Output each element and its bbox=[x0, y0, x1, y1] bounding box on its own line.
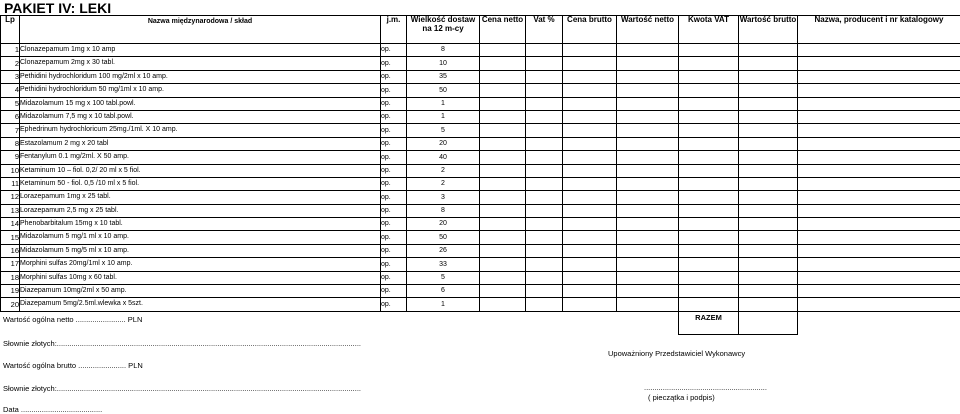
row-qty: 1 bbox=[407, 110, 480, 123]
table-row bbox=[1, 218, 960, 231]
row-value-net bbox=[617, 298, 679, 311]
table-row bbox=[1, 137, 960, 150]
row-qty: 26 bbox=[407, 244, 480, 257]
row-qty: 8 bbox=[407, 204, 480, 217]
row-value-gross bbox=[739, 84, 798, 97]
row-vat-amount bbox=[679, 285, 739, 298]
row-vat-amount bbox=[679, 110, 739, 123]
row-value-net bbox=[617, 258, 679, 271]
page-title: PAKIET IV: LEKI bbox=[4, 0, 112, 16]
row-price-gross bbox=[563, 218, 617, 231]
row-name bbox=[20, 137, 381, 150]
row-value-gross bbox=[739, 271, 798, 284]
total-net-line: Wartość ogólna netto ........................ PLN bbox=[3, 315, 143, 324]
row-value-gross bbox=[739, 137, 798, 150]
row-qty: 50 bbox=[407, 84, 480, 97]
table-row bbox=[1, 231, 960, 244]
row-price-net bbox=[480, 231, 526, 244]
row-name-text: Lorazepamum 2,5 mg x 25 tabl. bbox=[20, 206, 119, 214]
row-qty: 50 bbox=[407, 231, 480, 244]
row-price-gross bbox=[563, 70, 617, 83]
row-producer bbox=[798, 204, 960, 217]
row-lp: 8 bbox=[1, 137, 20, 150]
row-name-text: Diazepamum 10mg/2ml x 50 amp. bbox=[20, 287, 127, 295]
table-row bbox=[1, 191, 960, 204]
row-vat bbox=[526, 244, 563, 257]
row-price-net bbox=[480, 177, 526, 190]
row-vat-amount bbox=[679, 258, 739, 271]
row-price-gross bbox=[563, 191, 617, 204]
table-row bbox=[1, 97, 960, 110]
row-value-gross bbox=[739, 231, 798, 244]
row-value-net bbox=[617, 164, 679, 177]
row-qty: 1 bbox=[407, 298, 480, 311]
row-name-text: Midazolamum 15 mg x 100 tabl.powl. bbox=[20, 99, 136, 107]
row-qty: 10 bbox=[407, 57, 480, 70]
row-vat bbox=[526, 231, 563, 244]
row-lp: 3 bbox=[1, 70, 20, 83]
row-value-net bbox=[617, 124, 679, 137]
header-row bbox=[1, 16, 960, 44]
row-lp: 17 bbox=[1, 258, 20, 271]
header-lp: Lp bbox=[1, 16, 20, 44]
row-vat bbox=[526, 271, 563, 284]
row-price-net bbox=[480, 244, 526, 257]
row-price-net bbox=[480, 204, 526, 217]
row-price-gross bbox=[563, 57, 617, 70]
table-row bbox=[1, 298, 960, 311]
row-unit: op. bbox=[381, 271, 407, 284]
row-price-net bbox=[480, 97, 526, 110]
row-price-gross bbox=[563, 285, 617, 298]
row-price-gross bbox=[563, 44, 617, 57]
row-vat-amount bbox=[679, 137, 739, 150]
row-producer bbox=[798, 44, 960, 57]
total-gross-line: Wartość ogólna brutto ....................... PLN bbox=[3, 361, 143, 370]
row-price-net bbox=[480, 298, 526, 311]
row-value-gross bbox=[739, 124, 798, 137]
row-price-gross bbox=[563, 124, 617, 137]
row-value-gross bbox=[739, 177, 798, 190]
row-unit: op. bbox=[381, 218, 407, 231]
row-name bbox=[20, 231, 381, 244]
row-value-net bbox=[617, 177, 679, 190]
row-name bbox=[20, 191, 381, 204]
authorized-representative: Upoważniony Przedstawiciel Wykonawcy bbox=[608, 349, 746, 358]
row-vat-amount bbox=[679, 204, 739, 217]
row-qty: 33 bbox=[407, 258, 480, 271]
row-value-net bbox=[617, 151, 679, 164]
row-value-gross bbox=[739, 97, 798, 110]
row-name bbox=[20, 44, 381, 57]
row-unit: op. bbox=[381, 298, 407, 311]
row-name-text: Morphini sulfas 10mg x 60 tabl. bbox=[20, 273, 117, 281]
row-value-gross bbox=[739, 244, 798, 257]
row-price-gross bbox=[563, 298, 617, 311]
row-producer bbox=[798, 258, 960, 271]
row-value-gross bbox=[739, 57, 798, 70]
row-price-gross bbox=[563, 177, 617, 190]
in-words-line-1: Słownie złotych:.................................................................................................................................................. bbox=[3, 339, 362, 348]
row-producer bbox=[798, 191, 960, 204]
row-name-text: Ketaminum 50 - fiol. 0,5 /10 ml x 5 fiol. bbox=[20, 179, 140, 187]
row-vat-amount bbox=[679, 97, 739, 110]
row-qty: 5 bbox=[407, 124, 480, 137]
row-lp: 14 bbox=[1, 218, 20, 231]
row-producer bbox=[798, 57, 960, 70]
table-row bbox=[1, 164, 960, 177]
row-price-net bbox=[480, 191, 526, 204]
row-lp: 4 bbox=[1, 84, 20, 97]
row-vat-amount bbox=[679, 44, 739, 57]
date-line: Data ....................................... bbox=[3, 405, 103, 414]
row-name bbox=[20, 164, 381, 177]
row-price-gross bbox=[563, 151, 617, 164]
row-name-text: Lorazepamum 1mg x 25 tabl. bbox=[20, 193, 111, 201]
row-name bbox=[20, 97, 381, 110]
table-row bbox=[1, 285, 960, 298]
row-value-gross bbox=[739, 285, 798, 298]
row-value-net bbox=[617, 204, 679, 217]
row-value-net bbox=[617, 271, 679, 284]
row-unit: op. bbox=[381, 244, 407, 257]
row-vat-amount bbox=[679, 191, 739, 204]
row-unit: op. bbox=[381, 164, 407, 177]
row-lp: 20 bbox=[1, 298, 20, 311]
row-value-net bbox=[617, 110, 679, 123]
row-name bbox=[20, 298, 381, 311]
row-value-gross bbox=[739, 110, 798, 123]
stamp-signature-label: ( pieczątka i podpis) bbox=[648, 393, 715, 402]
row-value-net bbox=[617, 191, 679, 204]
row-price-net bbox=[480, 110, 526, 123]
row-unit: op. bbox=[381, 231, 407, 244]
row-price-gross bbox=[563, 84, 617, 97]
table-row bbox=[1, 70, 960, 83]
row-price-gross bbox=[563, 137, 617, 150]
row-value-gross bbox=[739, 204, 798, 217]
header-name: Nazwa międzynarodowa / skład bbox=[20, 16, 381, 44]
row-name bbox=[20, 70, 381, 83]
row-qty: 20 bbox=[407, 137, 480, 150]
row-vat bbox=[526, 204, 563, 217]
row-name-text: Clonazepamum 1mg x 10 amp bbox=[20, 46, 116, 53]
header-value-gross: Wartość brutto bbox=[739, 16, 798, 44]
row-vat-amount bbox=[679, 84, 739, 97]
row-name-text: Clonazepamum 2mg x 30 tabl. bbox=[20, 59, 115, 67]
row-vat-amount bbox=[679, 164, 739, 177]
table-row bbox=[1, 124, 960, 137]
header-vat-amount: Kwota VAT bbox=[679, 16, 739, 44]
row-price-net bbox=[480, 137, 526, 150]
row-name-text: Ketaminum 10 – fiol. 0,2/ 20 ml x 5 fiol. bbox=[20, 166, 141, 174]
row-name-text: Pethidini hydrochloridum 100 mg/2ml x 10 amp. bbox=[20, 72, 168, 80]
row-unit: op. bbox=[381, 70, 407, 83]
razem-label: RAZEM bbox=[679, 311, 739, 334]
row-unit: op. bbox=[381, 137, 407, 150]
table-row bbox=[1, 271, 960, 284]
row-price-gross bbox=[563, 244, 617, 257]
row-value-net bbox=[617, 285, 679, 298]
row-vat bbox=[526, 44, 563, 57]
row-value-gross bbox=[739, 70, 798, 83]
row-vat bbox=[526, 285, 563, 298]
row-price-net bbox=[480, 218, 526, 231]
row-producer bbox=[798, 231, 960, 244]
row-vat bbox=[526, 97, 563, 110]
row-value-gross bbox=[739, 218, 798, 231]
table-row bbox=[1, 177, 960, 190]
row-vat-amount bbox=[679, 151, 739, 164]
row-price-gross bbox=[563, 97, 617, 110]
row-producer bbox=[798, 151, 960, 164]
row-price-net bbox=[480, 151, 526, 164]
row-name bbox=[20, 271, 381, 284]
row-name-text: Morphini sulfas 20mg/1ml x 10 amp. bbox=[20, 260, 133, 268]
row-name-text: Phenobarbitalum 15mg x 10 tabl. bbox=[20, 220, 123, 228]
row-lp: 1 bbox=[1, 44, 20, 57]
row-lp: 18 bbox=[1, 271, 20, 284]
row-value-gross bbox=[739, 258, 798, 271]
row-vat-amount bbox=[679, 218, 739, 231]
table-row bbox=[1, 57, 960, 70]
row-vat bbox=[526, 137, 563, 150]
row-price-net bbox=[480, 57, 526, 70]
row-vat bbox=[526, 191, 563, 204]
row-vat bbox=[526, 57, 563, 70]
row-vat-amount bbox=[679, 244, 739, 257]
row-vat bbox=[526, 124, 563, 137]
row-vat bbox=[526, 84, 563, 97]
row-lp: 16 bbox=[1, 244, 20, 257]
row-vat bbox=[526, 164, 563, 177]
row-name bbox=[20, 258, 381, 271]
row-producer bbox=[798, 285, 960, 298]
table-row bbox=[1, 244, 960, 257]
row-lp: 11 bbox=[1, 177, 20, 190]
row-value-net bbox=[617, 44, 679, 57]
row-lp: 6 bbox=[1, 110, 20, 123]
row-qty: 6 bbox=[407, 285, 480, 298]
row-qty: 2 bbox=[407, 177, 480, 190]
row-lp: 12 bbox=[1, 191, 20, 204]
row-name bbox=[20, 151, 381, 164]
row-value-gross bbox=[739, 298, 798, 311]
header-unit: j.m. bbox=[381, 16, 407, 44]
row-name bbox=[20, 124, 381, 137]
row-name bbox=[20, 177, 381, 190]
row-qty: 1 bbox=[407, 97, 480, 110]
row-qty: 3 bbox=[407, 191, 480, 204]
header-price-net: Cena netto bbox=[480, 16, 526, 44]
row-value-net bbox=[617, 218, 679, 231]
row-producer bbox=[798, 271, 960, 284]
header-qty: Wielkość dostaw na 12 m-cy bbox=[407, 16, 480, 44]
row-unit: op. bbox=[381, 97, 407, 110]
row-price-gross bbox=[563, 204, 617, 217]
table-row bbox=[1, 151, 960, 164]
row-vat-amount bbox=[679, 124, 739, 137]
row-name-text: Diazepamum 5mg/2.5ml.wlewka x 5szt. bbox=[20, 300, 143, 308]
row-name-text: Midazolamum 5 mg/5 ml x 10 amp. bbox=[20, 246, 129, 254]
row-producer bbox=[798, 84, 960, 97]
row-value-net bbox=[617, 231, 679, 244]
in-words-line-2: Słownie złotych:.................................................................................................................................................. bbox=[3, 384, 362, 393]
razem-row bbox=[1, 311, 960, 334]
row-lp: 9 bbox=[1, 151, 20, 164]
row-unit: op. bbox=[381, 57, 407, 70]
row-name-text: Midazolamum 7,5 mg x 10 tabl.powl. bbox=[20, 112, 134, 120]
row-producer bbox=[798, 70, 960, 83]
row-lp: 10 bbox=[1, 164, 20, 177]
table-row bbox=[1, 84, 960, 97]
row-price-net bbox=[480, 285, 526, 298]
row-name bbox=[20, 244, 381, 257]
row-price-gross bbox=[563, 271, 617, 284]
row-vat bbox=[526, 70, 563, 83]
table-row bbox=[1, 204, 960, 217]
row-producer bbox=[798, 298, 960, 311]
row-unit: op. bbox=[381, 124, 407, 137]
header-price-gross: Cena brutto bbox=[563, 16, 617, 44]
row-unit: op. bbox=[381, 204, 407, 217]
row-unit: op. bbox=[381, 151, 407, 164]
row-unit: op. bbox=[381, 191, 407, 204]
row-producer bbox=[798, 244, 960, 257]
row-price-gross bbox=[563, 231, 617, 244]
row-value-net bbox=[617, 84, 679, 97]
row-producer bbox=[798, 110, 960, 123]
row-unit: op. bbox=[381, 177, 407, 190]
row-price-gross bbox=[563, 258, 617, 271]
row-qty: 8 bbox=[407, 44, 480, 57]
row-vat bbox=[526, 218, 563, 231]
header-vat: Vat % bbox=[526, 16, 563, 44]
row-lp: 13 bbox=[1, 204, 20, 217]
table-row bbox=[1, 44, 960, 57]
row-qty: 20 bbox=[407, 218, 480, 231]
row-unit: op. bbox=[381, 84, 407, 97]
row-price-gross bbox=[563, 110, 617, 123]
row-vat-amount bbox=[679, 231, 739, 244]
row-price-net bbox=[480, 124, 526, 137]
row-unit: op. bbox=[381, 258, 407, 271]
row-value-net bbox=[617, 57, 679, 70]
row-price-net bbox=[480, 44, 526, 57]
row-price-net bbox=[480, 271, 526, 284]
row-vat-amount bbox=[679, 177, 739, 190]
row-value-gross bbox=[739, 191, 798, 204]
row-unit: op. bbox=[381, 110, 407, 123]
row-value-gross bbox=[739, 164, 798, 177]
row-value-net bbox=[617, 137, 679, 150]
row-producer bbox=[798, 177, 960, 190]
row-vat-amount bbox=[679, 57, 739, 70]
row-vat bbox=[526, 298, 563, 311]
row-producer bbox=[798, 164, 960, 177]
row-vat bbox=[526, 110, 563, 123]
row-producer bbox=[798, 218, 960, 231]
row-name-text: Ephedrinum hydrochloricum 25mg./1ml. X 10 amp. bbox=[20, 126, 178, 134]
row-qty: 40 bbox=[407, 151, 480, 164]
row-name-text: Pethidini hydrochloridum 50 mg/1ml x 10 amp. bbox=[20, 86, 164, 94]
row-name bbox=[20, 57, 381, 70]
row-producer bbox=[798, 137, 960, 150]
row-value-net bbox=[617, 97, 679, 110]
row-vat bbox=[526, 258, 563, 271]
row-lp: 7 bbox=[1, 124, 20, 137]
header-value-net: Wartość netto bbox=[617, 16, 679, 44]
row-qty: 35 bbox=[407, 70, 480, 83]
row-name bbox=[20, 110, 381, 123]
row-lp: 19 bbox=[1, 285, 20, 298]
row-vat bbox=[526, 177, 563, 190]
row-price-net bbox=[480, 84, 526, 97]
row-value-gross bbox=[739, 151, 798, 164]
row-vat-amount bbox=[679, 271, 739, 284]
row-lp: 15 bbox=[1, 231, 20, 244]
row-price-net bbox=[480, 164, 526, 177]
row-name-text: Fentanylum 0.1 mg/2ml. X 50 amp. bbox=[20, 153, 129, 161]
row-qty: 5 bbox=[407, 271, 480, 284]
row-price-gross bbox=[563, 164, 617, 177]
row-name bbox=[20, 204, 381, 217]
row-lp: 5 bbox=[1, 97, 20, 110]
row-price-net bbox=[480, 70, 526, 83]
row-vat-amount bbox=[679, 298, 739, 311]
row-value-net bbox=[617, 244, 679, 257]
row-unit: op. bbox=[381, 285, 407, 298]
row-price-net bbox=[480, 258, 526, 271]
row-value-net bbox=[617, 70, 679, 83]
razem-value-gross bbox=[739, 311, 798, 334]
header-producer: Nazwa, producent i nr katalogowy bbox=[798, 16, 960, 44]
row-name-text: Midazolamum 5 mg/1 ml x 10 amp. bbox=[20, 233, 129, 241]
row-producer bbox=[798, 97, 960, 110]
row-lp: 2 bbox=[1, 57, 20, 70]
row-producer bbox=[798, 124, 960, 137]
table-row bbox=[1, 258, 960, 271]
row-name-text: Estazolamum 2 mg x 20 tabl bbox=[20, 139, 109, 147]
row-value-gross bbox=[739, 44, 798, 57]
row-vat-amount bbox=[679, 70, 739, 83]
row-name bbox=[20, 285, 381, 298]
row-vat bbox=[526, 151, 563, 164]
row-name bbox=[20, 218, 381, 231]
price-table bbox=[0, 15, 960, 335]
signature-dots: ........................................................... bbox=[644, 383, 767, 392]
row-qty: 2 bbox=[407, 164, 480, 177]
row-unit: op. bbox=[381, 44, 407, 57]
row-name bbox=[20, 84, 381, 97]
table-row bbox=[1, 110, 960, 123]
